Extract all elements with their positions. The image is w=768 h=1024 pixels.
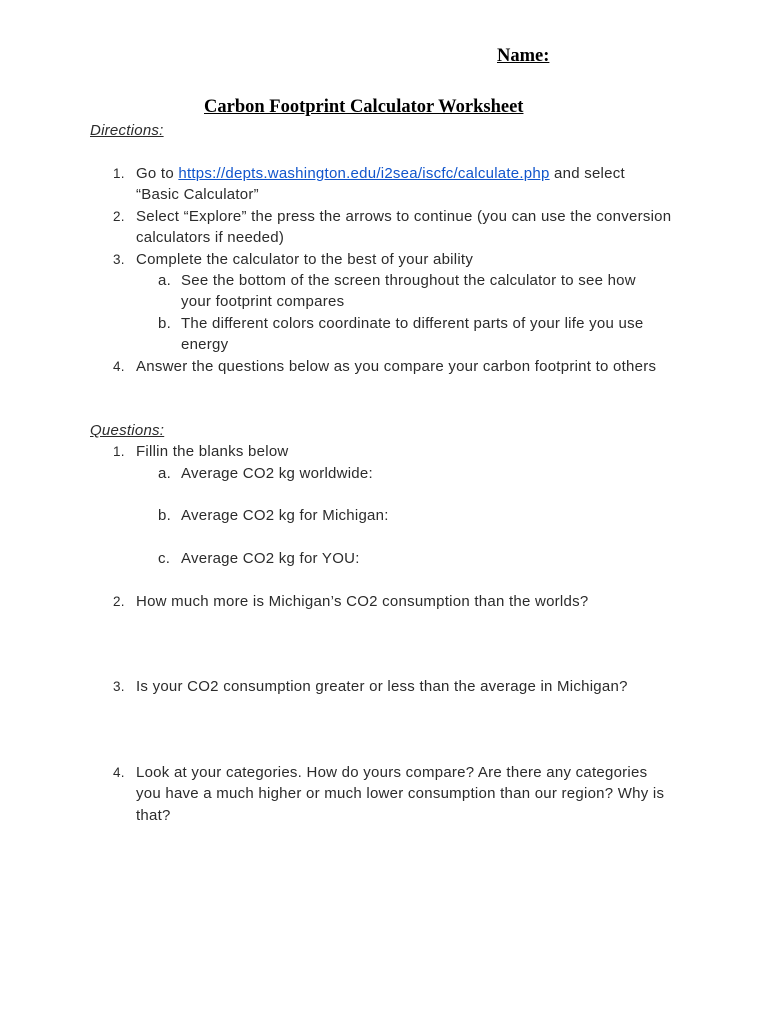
spacer [0, 612, 768, 676]
direction-item-4 [0, 356, 768, 377]
question-item-1 [0, 441, 768, 569]
direction-subitem-b [136, 313, 768, 356]
question-text: Average CO2 kg for Michigan: [181, 507, 389, 525]
direction-text: your footprint compares [181, 293, 345, 311]
worksheet-title: Carbon Footprint Calculator Worksheet [204, 97, 524, 117]
direction-item-1 [0, 163, 768, 206]
question-text: Average CO2 kg for YOU: [181, 550, 360, 568]
list-number: 1. [113, 444, 125, 460]
question-subitem-a [136, 463, 768, 484]
question-item-4 [0, 762, 768, 826]
list-letter: b. [158, 314, 172, 332]
list-number: 3. [113, 251, 125, 267]
list-number: 2. [113, 208, 125, 224]
question-text: you have a much higher or much lower consumption than our region? Why is [136, 785, 665, 803]
direction-text: Select “Explore” the press the arrows to continue (you can use the conversion [136, 207, 672, 225]
direction-subitem-a [136, 270, 768, 313]
list-letter: a. [158, 272, 172, 290]
direction-text: See the bottom of the screen throughout the calculator to see how [181, 272, 636, 290]
spacer [0, 698, 768, 762]
question-text: that? [136, 806, 171, 824]
spacer [0, 142, 768, 163]
direction-text: The different colors coordinate to different parts of your life you use [181, 314, 644, 332]
name-label: Name: [497, 46, 550, 66]
direction-item-1-line [136, 163, 768, 184]
question-text: How much more is Michigan’s CO2 consumption than the worlds? [136, 592, 589, 610]
question-text: Is your CO2 consumption greater or less than the average in Michigan? [136, 678, 628, 696]
question-text: Average CO2 kg worldwide: [181, 464, 373, 482]
spacer [0, 570, 768, 591]
spacer [136, 484, 768, 505]
question-subitem-b [136, 505, 768, 526]
question-text: Fillin the blanks below [136, 443, 289, 461]
question-text: Look at your categories. How do yours compare? Are there any categories [136, 764, 648, 782]
list-number: 3. [113, 679, 125, 695]
question-subitem-c [136, 548, 768, 569]
list-letter: c. [158, 550, 171, 568]
direction-text: Go to [136, 165, 179, 183]
direction-item-3 [0, 249, 768, 356]
spacer [0, 377, 768, 420]
spacer [136, 527, 768, 548]
list-number: 1. [113, 166, 125, 182]
list-number: 4. [113, 765, 125, 781]
direction-text: calculators if needed) [136, 229, 285, 247]
direction-text: Complete the calculator to the best of your ability [136, 250, 474, 268]
list-number: 4. [113, 358, 125, 374]
questions-heading: Questions: [90, 421, 165, 439]
direction-text: energy [181, 336, 229, 354]
calculator-link[interactable]: https://depts.washington.edu/i2sea/iscfc/calculate.php [178, 165, 550, 183]
direction-text: and select [549, 165, 625, 183]
direction-item-2 [0, 206, 768, 249]
list-number: 2. [113, 593, 125, 609]
list-letter: b. [158, 507, 172, 525]
worksheet-content [0, 120, 768, 826]
list-letter: a. [158, 464, 172, 482]
question-item-2 [0, 591, 768, 612]
directions-heading: Directions: [90, 122, 164, 140]
direction-text: “Basic Calculator” [136, 186, 259, 204]
question-item-3 [0, 676, 768, 697]
direction-text: Answer the questions below as you compare your carbon footprint to others [136, 357, 657, 375]
